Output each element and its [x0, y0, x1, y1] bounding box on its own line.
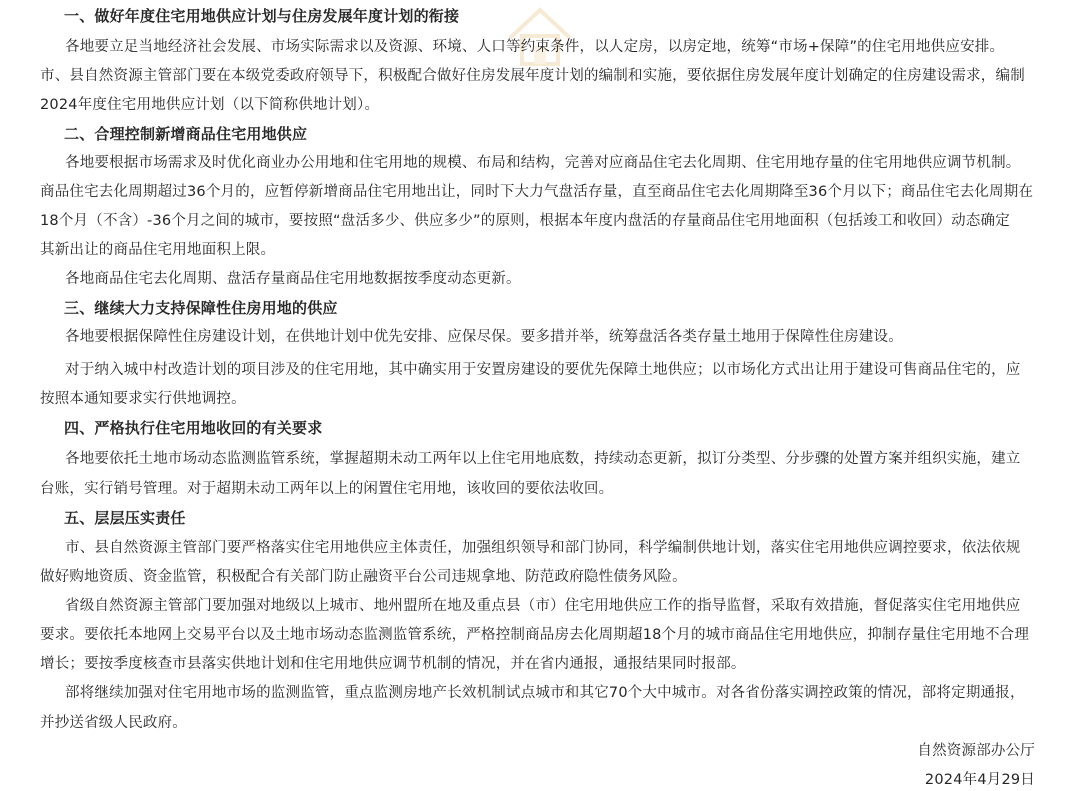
paragraph-line: 市、县自然资源主管部门要严格落实住宅用地供应主体责任，加强组织领导和部门协同，科学编制供地计划，落实住宅用地供应调控要求，依法依规 [65, 540, 1021, 556]
signature-date: 2024年4月29日 [924, 772, 1035, 788]
paragraph-line: 其新出让的商品住宅用地面积上限。 [40, 242, 276, 258]
paragraph-line: 台账，实行销号管理。对于超期未动工两年以上的闲置住宅用地，该收回的要依法收回。 [40, 481, 614, 497]
paragraph-line: 按照本通知要求实行供地调控。 [40, 391, 246, 407]
paragraph-line: 对于纳入城中村改造计划的项目涉及的住宅用地，其中确实用于安置房建设的要优先保障土地供应；以市场化方式出让用于建设可售商品住宅的，应 [65, 362, 1021, 378]
section-heading-2: 二、合理控制新增商品住宅用地供应 [64, 125, 308, 143]
paragraph-line: 18个月（不含）-36个月之间的城市，要按照“盘活多少、供应多少”的原则，根据本年度内盘活的存量商品住宅用地面积（包括竣工和收回）动态确定 [40, 213, 1010, 229]
paragraph-line: 各地要根据保障性住房建设计划，在供地计划中优先安排、应保尽保。要多措并举，统筹盘活各类存量土地用于保障性住房建设。 [65, 329, 903, 345]
section-heading-5: 五、层层压实责任 [64, 509, 186, 527]
paragraph-line: 各地要依托土地市场动态监测监管系统，掌握超期未动工两年以上住宅用地底数，持续动态更新，拟订分类型、分步骤的处置方案并组织实施，建立 [65, 451, 1021, 467]
section-heading-1: 一、做好年度住宅用地供应计划与住房发展年度计划的衔接 [64, 7, 460, 25]
paragraph-line: 各地要立足当地经济社会发展、市场实际需求以及资源、环境、人口等约束条件，以人定房，以房定地，统筹“市场+保障”的住宅用地供应安排。 [65, 39, 1005, 55]
section-heading-3: 三、继续大力支持保障性住房用地的供应 [64, 299, 338, 317]
paragraph-line: 并抄送省级人民政府。 [40, 715, 187, 731]
paragraph-line: 市、县自然资源主管部门要在本级党委政府领导下，积极配合做好住房发展年度计划的编制和实施，要依据住房发展年度计划确定的住房建设需求，编制 [40, 68, 1025, 84]
paragraph-line: 做好购地资质、资金监管，积极配合有关部门防止融资平台公司违规拿地、防范政府隐性债务风险。 [40, 569, 687, 585]
paragraph-line: 省级自然资源主管部门要加强对地级以上城市、地州盟所在地及重点县（市）住宅用地供应工作的指导监督，采取有效措施，督促落实住宅用地供应 [65, 598, 1021, 614]
paragraph-line: 部将继续加强对住宅用地市场的监测监管，重点监测房地产长效机制试点城市和其它70个大中城市。对各省份落实调控政策的情况，部将定期通报， [65, 685, 1025, 701]
signature-office: 自然资源部办公厅 [917, 743, 1035, 759]
watermark-house-icon [500, 0, 580, 70]
paragraph-line: 各地要根据市场需求及时优化商业办公用地和住宅用地的规模、布局和结构，完善对应商品住宅去化周期、住宅用地存量的住宅用地供应调节机制。 [65, 155, 1021, 171]
paragraph-line: 增长；要按季度核查市县落实供地计划和住宅用地供应调节机制的情况，并在省内通报，通报结果同时报部。 [40, 656, 746, 672]
paragraph-line: 各地商品住宅去化周期、盘活存量商品住宅用地数据按季度动态更新。 [65, 271, 521, 287]
paragraph-line: 2024年度住宅用地供应计划（以下简称供地计划）。 [40, 97, 380, 113]
section-heading-4: 四、严格执行住宅用地收回的有关要求 [64, 419, 323, 437]
paragraph-line: 要求。要依托本地网上交易平台以及土地市场动态监测监管系统，严格控制商品房去化周期超18个月的城市商品住宅用地供应，抑制存量住宅用地不合理 [40, 627, 1030, 643]
paragraph-line: 商品住宅去化周期超过36个月的，应暂停新增商品住宅用地出让，同时下大力气盘活存量，直至商品住宅去化周期降至36个月以下；商品住宅去化周期在 [40, 184, 1034, 200]
